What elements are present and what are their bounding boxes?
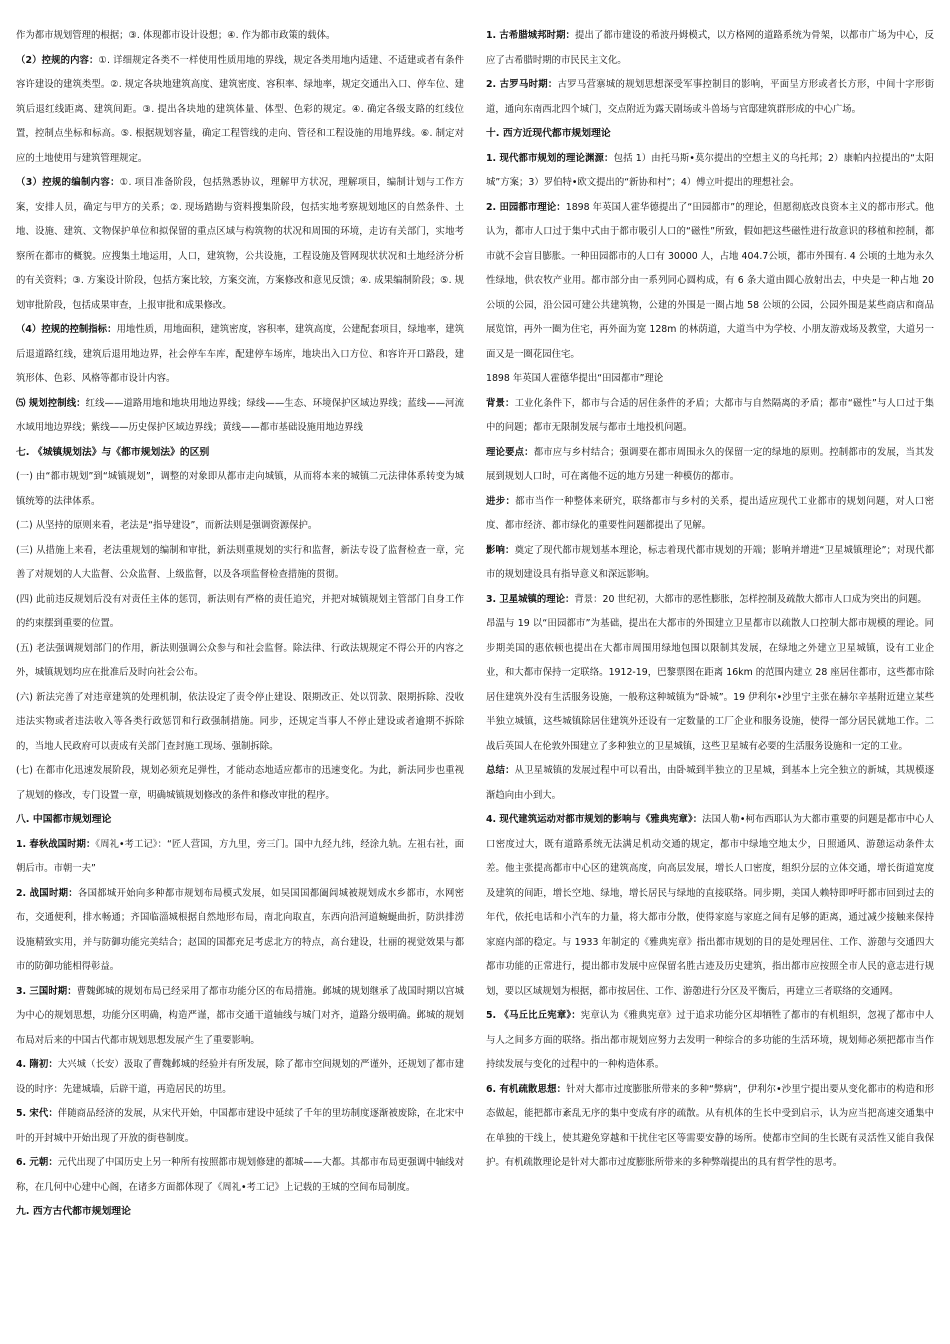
paragraph [486, 392, 934, 441]
paragraph [16, 833, 464, 882]
paragraph [16, 759, 464, 808]
paragraph-text: (五) 老法强调规划部门的作用，新法则强调公众参与和社会监督。除法律、行政法规规定不得公开的内容之外，城镇规划均应在批准后及时向社会公布。 [16, 642, 464, 678]
paragraph [16, 539, 464, 588]
paragraph [16, 980, 464, 1054]
paragraph-text: 作为都市规划管理的根据；③. 体现都市设计设想；④. 作为都市政策的载体。 [16, 30, 336, 41]
paragraph [16, 392, 464, 441]
paragraph-text: (七) 在都市化迅速发展阶段，规划必须充足弹性，才能动态地适应都市的迅速变化。为此，新法同步也重视了规划的修改，专门设置一章，明确城镇规划修改的条件和修改审批的程序。 [16, 765, 464, 801]
paragraph-text: (一) 由“都市规划”到“城镇规划”，调整的对象即从都市走向城镇，从而将本来的城镇二元法律体系转变为城镇统筹的法律体系。 [16, 471, 464, 507]
paragraph [486, 1004, 934, 1078]
paragraph-lead: （3）控规的编制内容： [16, 177, 120, 188]
paragraph [16, 24, 464, 49]
paragraph-text: 红线——道路用地和地块用地边界线；绿线——生态、环境保护区域边界线；蓝线——河流水域用地边界线；紫线——历史保护区域边界线；黄线——都市基础设施用地边界线 [16, 397, 464, 433]
paragraph-lead: 4. 现代建筑运动对都市规划的影响与《雅典宪章》： [486, 814, 703, 825]
paragraph [486, 367, 934, 392]
paragraph [16, 49, 464, 172]
paragraph-lead: 3. 卫星城镇的理论： [486, 593, 575, 605]
paragraph-text: 背景：20 世纪初，大都市的恶性膨胀，怎样控制及疏散大都市人口成为突出的问题。 [574, 593, 927, 605]
paragraph-text: 1898 年英国人霍德华提出“田园都市”理论 [486, 373, 664, 384]
paragraph [16, 637, 464, 686]
paragraph-lead: 2. 田园都市理论： [486, 201, 566, 213]
section-heading: 八. 中国都市规划理论 [16, 814, 112, 825]
paragraph-text: 昂温与 19 以“田园都市”为基础，提出在大都市的外围建立卫星都市以疏散人口控制大都市规模的理论。同步期美国的惠依顿也提出在大都市周围用绿地包围以限制其发展，在绿地之外建立卫星城镇，设有工业企业，和大都市保持一定联络。1912-19，巴黎票图在距离 16km 的范围内建立 28 座居住都市，这些都市除居住建筑外没有生活服务设施，一般称这种城镇为“卧城”。19 伊利尔•沙里宁主张在赫尔辛基附近建立某些半独立城镇，这些城镇除居住建筑外还设有一定数量的工厂企业和服务设施，使得一部分居民就地工作。二战后英国人在伦敦外围建立了多种独立的卫星城镇，这些卫星城有必要的生活服务设施和一定的工业。 [486, 618, 934, 752]
paragraph [16, 514, 464, 539]
paragraph-text: 奠定了现代都市规划基本理论，标志着现代都市规划的开端；影响并增进“卫星城镇理论”；对现代都市的规划建设具有指导意义和深远影响。 [486, 544, 934, 580]
paragraph-text: 各国都城开始向多种都市规划布局模式发展，如吴国国都阖闾城被规划成水乡都市，水网密布，交通便利，排水畅通；齐国临淄城根据自然地形布局，南北向取直，东西向沿河道蜿蜒曲折，防洪排涝设施精致实用，并与防御功能完美结合；赵国的国都充足考虑北方的特点，高台建设，壮丽的视觉效果与都市的防御功能相得彰益。 [16, 887, 464, 972]
paragraph [486, 196, 934, 368]
paragraph-text: 提出了都市建设的希波丹姆模式，以方格网的道路系统为骨架，以都市广场为中心，反应了古希腊时期的市民民主文化。 [486, 30, 934, 66]
paragraph-text: 从卫星城镇的发展过程中可以看出，由卧城到半独立的卫星城，到基本上完全独立的新城，其规模逐渐趋向由小到大。 [486, 765, 934, 801]
paragraph-text: ①. 详细规定各类不一样使用性质用地的界线，规定各类用地内适建、不适建或者有条件容许建设的建筑类型。②. 规定各块地建筑高度、建筑密度、容积率、绿地率，规定交通出入口、停车位、建筑后退红线距离、建筑间距。③. 提出各块地的建筑体量、体型、色彩的规定。④. 确定各级支路的红线位置，控制点坐标和标高。⑤. 根据规划容量，确定工程管线的走向、管径和工程设施的用地界线。⑥. 制定对应的土地使用与建筑管理规定。 [16, 54, 464, 164]
paragraph-lead: 3. 三国时期： [16, 985, 77, 997]
paragraph [486, 147, 934, 196]
paragraph-lead: 6. 元朝： [16, 1157, 58, 1168]
paragraph-text: 古罗马营寨城的规划思想深受军事控制目的影响，平面呈方形或者长方形，中间十字形街道，通向东南西北四个城门，交点附近为露天剧场或斗兽场与官邸建筑群形成的中心广场。 [486, 79, 934, 115]
paragraph [16, 1102, 464, 1151]
paragraph [486, 588, 934, 613]
paragraph [486, 73, 934, 122]
paragraph-text: 包括 1）由托马斯•莫尔提出的空想主义的乌托邦；2）康帕内拉提出的“太阳城”方案；3）罗伯特•欧文提出的“新协和村”；4）傅立叶提出的理想社会。 [486, 152, 934, 188]
paragraph [486, 808, 934, 1004]
paragraph-lead: （2）控规的内容： [16, 54, 99, 66]
paragraph-lead: 5. 宋代： [16, 1108, 58, 1119]
paragraph [16, 465, 464, 514]
paragraph-text: 大兴城（长安）汲取了曹魏邺城的经验并有所发展，除了都市空间规划的严谨外，还规划了都市建设的时序：先建城墙，后辟干道，再造居民的坊里。 [16, 1059, 464, 1095]
paragraph [486, 612, 934, 759]
paragraph [486, 1078, 934, 1176]
paragraph-lead: 2. 古罗马时期： [486, 79, 558, 90]
right-column [486, 24, 934, 1344]
paragraph-text: 宪章认为《雅典宪章》过于追求功能分区却牺牲了都市的有机组织，忽视了都市中人与人之间多方面的联络。指出都市规划应努力去发明一种综合的多功能的生活环境，规划师必须把都市当作持续发展与变化的过程中的一种构造体系。 [486, 1010, 934, 1070]
paragraph-lead: ⑸ 规划控制线： [16, 397, 86, 409]
paragraph [486, 441, 934, 490]
paragraph-text: (六) 新法完善了对违章建筑的处理机制，依法设定了责令停止建设、限期改正、处以罚款、限期拆除、没收违法实物或者违法收入等各类行政惩罚和行政强制措施。同步，还规定当事人不停止建设或者逾期不拆除的，当地人民政府可以责成有关部门查封施工现场、强制拆除。 [16, 691, 464, 752]
left-column [16, 24, 464, 1344]
paragraph-text: 工业化条件下，都市与合适的居住条件的矛盾；大都市与自然隔离的矛盾；都市“磁性”与人口过于集中的问题；都市无限制发展与都市土地投机问题。 [486, 397, 934, 433]
paragraph [486, 24, 934, 73]
paragraph-text: 元代出现了中国历史上另一种所有按照都市规划修建的都城——大都。其都市布局更强调中轴线对称，在几何中心建中心阁，在诸多方面都体现了《周礼•考工记》上记载的王城的空间布局制度。 [16, 1157, 464, 1193]
paragraph [16, 588, 464, 637]
paragraph [486, 539, 934, 588]
paragraph-lead: 影响： [486, 544, 515, 556]
paragraph-lead: 5. 《马丘比丘宪章》： [486, 1010, 581, 1021]
paragraph-lead: 6. 有机疏散思想： [486, 1083, 567, 1095]
paragraph [486, 759, 934, 808]
paragraph [16, 882, 464, 980]
paragraph-lead: 1. 古希腊城邦时期： [486, 30, 576, 41]
paragraph-text: 都市当作一种整体来研究，联络都市与乡村的关系，提出适应现代工业都市的规划问题，对人口密度、都市经济、都市绿化的重要性问题都提出了见解。 [486, 495, 934, 531]
paragraph [16, 318, 464, 392]
paragraph-lead: 进步： [486, 495, 516, 507]
paragraph-lead: 理论要点： [486, 446, 534, 458]
paragraph-lead: （4）控规的控制指标： [16, 324, 117, 335]
section-heading: 九. 西方古代都市规划理论 [16, 1206, 131, 1217]
paragraph-text: 都市应与乡村结合；强调要在都市周围永久的保留一定的绿地的原则。控制都市的发展，当其发展到规划人口时，可在离他不远的地方另建一种模仿的都市。 [486, 446, 934, 482]
paragraph-text: 1898 年英国人霍华德提出了“田园都市”的理论，但愿彻底改良资本主义的都市形式。他认为，都市人口过于集中式由于都市吸引人口的“磁性”所致，假如把这些磁性进行故意识的移植和控制，都市就不会盲目膨胀。一种田园都市的人口有 30000 人，占地 404.7公顷，都市外围有. 4 公顷的土地为永久性绿地，供农牧产业用。都市部分由一系列同心圆构成，有 6 条大道由圆心放射出去，中央是一种占地 20 公顷的公园，沿公园可建公共建筑物，公建的外围是一圈占地 58 公顷的公园，公园外围是某些商店和商品展览馆，再外一圈为住宅，再外面为宽 128m 的林荫道，大道当中为学校、小朋友游戏场及教堂，大道另一面又是一圈花园住宅。 [486, 201, 934, 360]
paragraph-text: (二) 从坚持的原则来看，老法是“指导建设”，而新法则是强调资源保护。 [16, 520, 318, 531]
paragraph-lead: 1. 现代都市规划的理论渊源： [486, 152, 614, 164]
paragraph-lead: 背景： [486, 397, 515, 409]
paragraph [486, 490, 934, 539]
paragraph-text: (四) 此前违反规划后没有对责任主体的惩罚，新法则有严格的责任追究，并把对城镇规划主管部门自身工作的约束摆到重要的位置。 [16, 593, 464, 629]
section-heading: 七. 《城镇规划法》与《都市规划法》的区别 [16, 446, 210, 458]
paragraph-text: ①. 项目准备阶段，包括熟悉协议，理解甲方状况，理解项目，编制计划与工作方案，安排人员，确定与甲方的关系；②. 现场踏勘与资料搜集阶段，包括实地考察规划地区的自然条件、土地、设施、建筑、文物保护单位和拟保留的重点区域与构筑物的状况和周围的环境，走访有关部门，实地考察所在都市的概貌。应搜集土地运用，人口，建筑物，公共设施，工程设施及管网现状状况和土地经济分析的有关资料；③. 方案设计阶段，包括方案比较，方案交流，方案修改和意见反馈；④. 成果编制阶段；⑤. 规划审批阶段，包括成果审查，上报审批和成果修改。 [16, 177, 464, 311]
paragraph-lead: 1. 春秋战国时期： [16, 838, 96, 850]
paragraph-lead: 4. 隋初： [16, 1059, 58, 1070]
paragraph-text: (三) 从措施上来看，老法重规划的编制和审批，新法则重规划的实行和监督，新法专设了监督检查一章，完善了对规划的人大监督、公众监督、上级监督，以及各项监督检查措施的贯彻。 [16, 544, 464, 580]
paragraph [16, 171, 464, 318]
paragraph [16, 1151, 464, 1200]
paragraph-lead: 总结： [486, 765, 515, 776]
paragraph-lead: 2. 战国时期： [16, 887, 78, 899]
paragraph-text: 曹魏邺城的规划布局已经采用了都市功能分区的布局措施。邺城的规划继承了战国时期以宫城为中心的规划思想，功能分区明确，构造严谨，都市交通干道轴线与城门对齐，道路分级明确。邺城的规划布局对后来的中国古代都市规划思想发展产生了重要影响。 [16, 985, 464, 1046]
paragraph-text: 《周礼•考工记》：“匠人营国，方九里，旁三门。国中九经九纬，经涂九轨。左祖右社，面朝后市。市朝一夫” [16, 838, 464, 874]
paragraph [16, 686, 464, 760]
paragraph-text: 用地性质，用地面积，建筑密度，容积率，建筑高度，公建配套项目，绿地率，建筑后退道路红线，建筑后退用地边界，社会停车车库，配建停车场库，地块出入口方位、和容许开口路段，建筑形体、色彩、风格等都市设计内容。 [16, 324, 464, 384]
section-heading: 十. 西方近现代都市规划理论 [486, 128, 611, 139]
paragraph-text: 伴随商品经济的发展，从宋代开始，中国都市建设中延续了千年的里坊制度逐渐被废除，在北宋中叶的开封城中开始出现了开放的街巷制度。 [16, 1108, 464, 1144]
paragraph [16, 1053, 464, 1102]
paragraph-text: 法国人勒•柯布西耶认为大都市重要的问题是都市中心人口密度过大，既有道路系统无法满足机动交通的规定，都市中绿地空地太少，日照通风、游憩运动条件太差。他主张提高都市中心区的建筑高度，向高层发展，增长人口密度，组织分层的立体交通，增长街道宽度及建筑的间距，增长空地、绿地，增长居民与绿地的直接联络。同步期，美国人赖特即呼吁都市回到过去的年代，依托电话和小汽车的力量，将大都市分散，使得家庭与家庭之间有足够的距离，通过减少接触来保持家庭内部的稳定。与 1933 年制定的《雅典宪章》指出都市规划的目的是处理居住、工作、游憩与交通四大都市功能的正常进行，提出都市发展中应保留名胜古迹及历史建筑，指出都市应按照全市人民的意志进行规划，要以区域规划为根据，都市按居住、工作、游憩进行分区及平衡后，再建立三者联络的交通网。 [486, 814, 934, 997]
paragraph-text: 针对大都市过度膨胀所带来的多种“弊病”，伊利尔•沙里宁提出要从变化都市的构造和形态做起，能把都市紊乱无序的集中变成有序的疏散。从有机体的生长中受到启示，认为应当把高速交通集中在单独的干线上，使其避免穿越和干扰住宅区等需要安静的场所。使都市空间的生长既有灵活性又能自我保护。有机疏散理论是针对大都市过度膨胀所带来的多种弊端提出的具有哲学性的思考。 [486, 1083, 934, 1168]
